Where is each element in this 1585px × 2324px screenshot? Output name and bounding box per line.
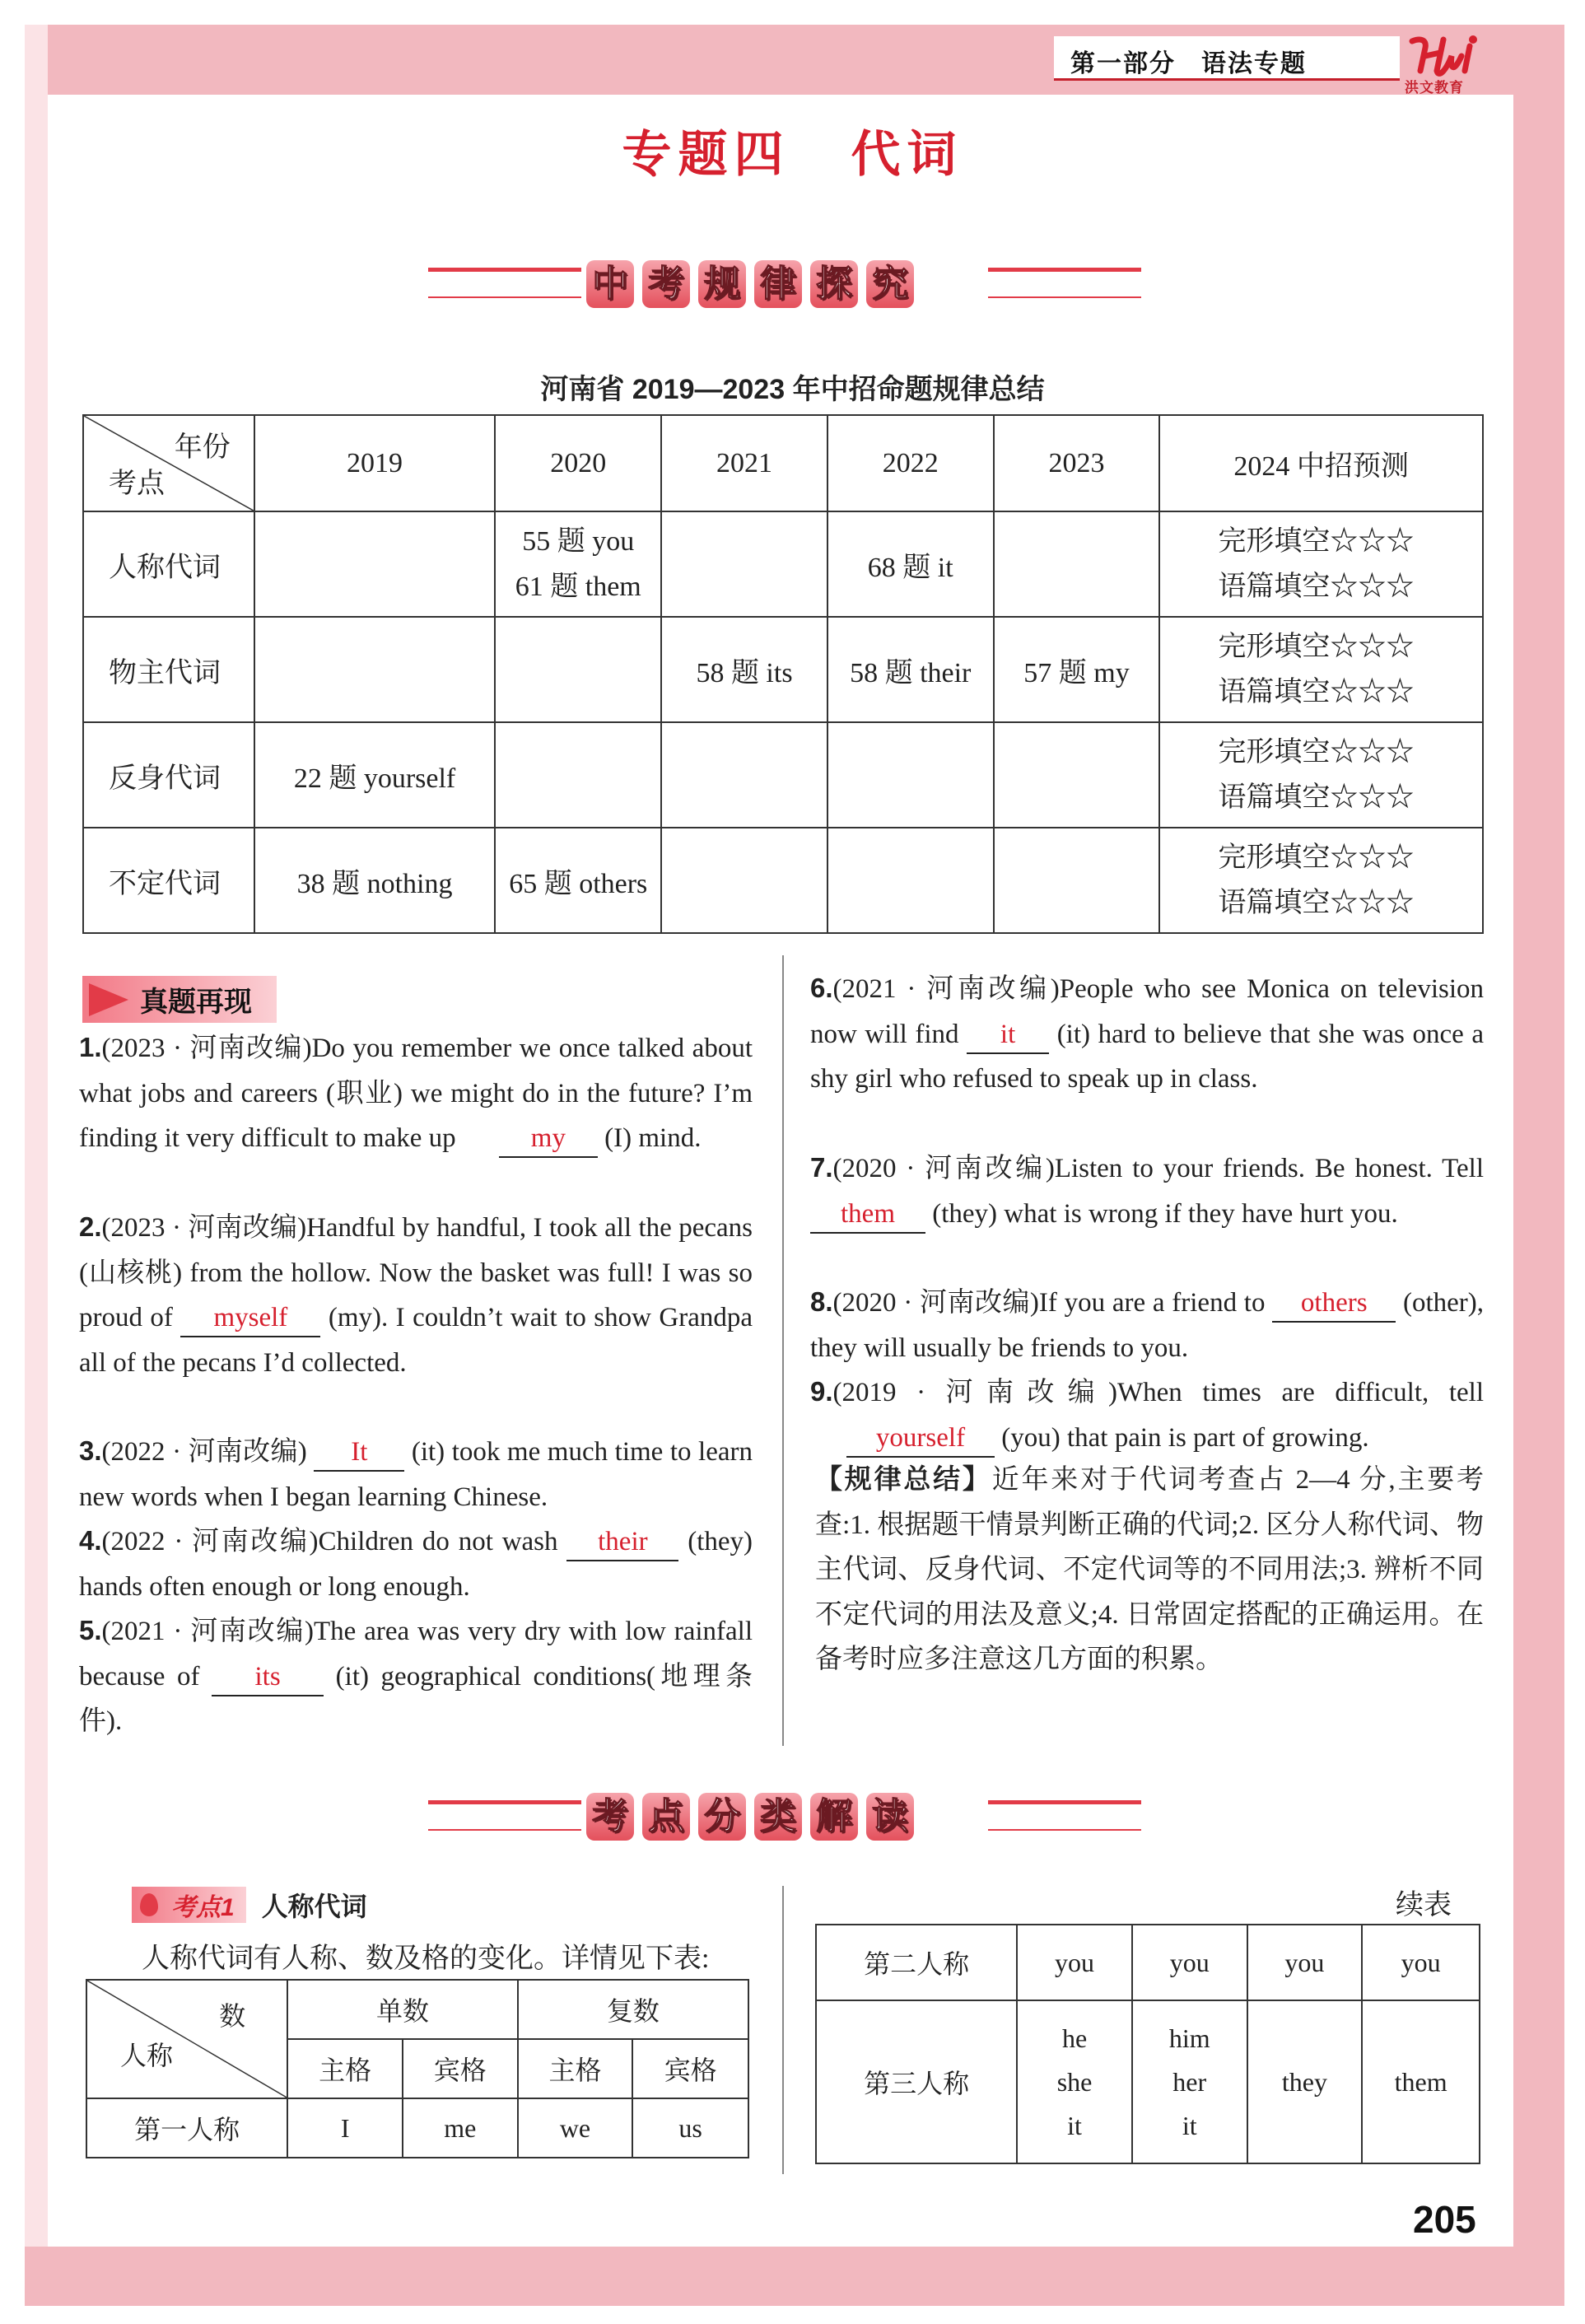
question-source: (2022 · 河南改编) [101,1527,319,1556]
banner-line [988,268,1141,272]
question-3 [79,1429,753,1519]
table-row [83,722,1483,828]
question-6 [810,966,1484,1102]
banner-char: 中 [586,260,634,308]
column-header: 主格 [287,2039,403,2098]
corner-bottom-label: 考点 [109,469,165,499]
question-4 [79,1519,753,1609]
question-text: (other), they will usually be friends to you. [810,1288,1485,1363]
question-text: Children do not wash [318,1527,558,1556]
banner-char: 类 [754,1793,802,1841]
row-header: 不定代词 [83,828,254,933]
banner-line [988,1800,1141,1804]
table-title: 河南省 2019—2023 年中招命题规律总结 [540,374,1045,405]
banner-line [988,296,1141,298]
question-2 [79,1205,753,1385]
question-source: (2020 · 河南改编) [832,1288,1039,1318]
question-text: (it) took me much time to learn new words when I began learning Chinese. [79,1437,753,1512]
question-number: 5. [79,1615,102,1645]
question-text: Handful by handful, I took all the pecans (山核桃) from the hollow. Now the basket was full! I was so proud of [79,1213,753,1332]
answer-blank[interactable]: their [566,1524,678,1561]
question-number: 1. [79,1032,102,1062]
banner-line [428,1829,581,1831]
prediction-line: 完形填空☆☆☆ [1218,526,1415,557]
table-cell: 57 题 my [994,617,1160,722]
page-frame-bottom [25,2247,1564,2306]
question-source: (2023 · 河南改编) [101,1034,312,1063]
table-cell: you [1247,1925,1363,2000]
page-title: 专题四 代词 [622,127,963,182]
table-row [83,617,1483,722]
answer-blank[interactable]: my [499,1120,598,1158]
answer-blank[interactable]: myself [180,1300,320,1337]
banner-char: 读 [866,1793,914,1841]
cell-line: 61 题 them [515,572,641,602]
question-text: (it) hard to believe that she was once a shy girl who refused to speak up in class. [810,1019,1485,1094]
prediction-cell [1159,722,1483,828]
table-cell [994,511,1160,617]
row-header: 物主代词 [83,617,254,722]
header-section: 第一部分 语法专题 [1070,50,1308,77]
cell-line: it [1182,2110,1197,2140]
question-number: 2. [79,1211,102,1242]
table-cell [827,828,994,933]
question-text: People who see Monica on television now will find [810,974,1484,1049]
table-row [83,511,1483,617]
drop-icon [140,1893,158,1916]
table-corner-cell [83,415,254,511]
banner-line [428,1800,581,1804]
table-cell [994,722,1160,828]
prediction-line: 完形填空☆☆☆ [1218,632,1415,662]
prediction-line: 完形填空☆☆☆ [1218,737,1415,768]
table-row [816,2000,1480,2163]
column-header: 复数 [518,1980,748,2039]
question-number: 6. [810,973,833,1003]
row-header: 第三人称 [816,2000,1017,2163]
question-number: 9. [810,1376,833,1407]
column-header: 主格 [518,2039,633,2098]
table-cell [661,511,827,617]
table-cell [1132,2000,1247,2163]
banner-line [988,1829,1141,1831]
answer-blank[interactable]: them [810,1196,925,1234]
prediction-line: 语篇填空☆☆☆ [1218,677,1415,707]
section-banner-category-analysis [586,1793,914,1841]
prediction-cell [1159,511,1483,617]
question-number: 7. [810,1152,833,1183]
row-header: 人称代词 [83,511,254,617]
law-summary [815,1458,1484,1682]
column-header: 2024 中招预测 [1159,415,1483,511]
question-text: (they) what is wrong if they have hurt you. [932,1198,1398,1229]
answer-blank[interactable]: its [212,1659,324,1696]
column-divider [782,955,784,1746]
page-number: 205 [1413,2198,1476,2241]
column-header: 2020 [495,415,661,511]
question-source: (2022 · 河南改编) [101,1437,307,1467]
prediction-cell [1159,828,1483,933]
question-source: (2021 · 河南改编) [832,974,1060,1004]
table-cell [495,511,661,617]
table-cell: 22 题 yourself [254,722,496,828]
table-cell: you [1132,1925,1247,2000]
question-9 [810,1370,1484,1460]
prediction-line: 完形填空☆☆☆ [1218,842,1415,873]
header-underline [1054,78,1400,81]
table-cell [827,722,994,828]
banner-char: 律 [754,260,802,308]
table-cell [1017,2000,1132,2163]
prediction-cell [1159,617,1483,722]
banner-line [428,268,581,272]
table-header-row [86,1980,748,2039]
row-header: 第二人称 [816,1925,1017,2000]
question-source: (2019 · 河南改编) [832,1378,1117,1407]
kaodian-tag: 考点1 [171,1894,235,1921]
table-cell [254,617,496,722]
banner-char: 考 [642,260,690,308]
table-cell: 58 题 its [661,617,827,722]
continued-label: 续表 [1396,1890,1452,1920]
column-divider [782,1886,784,2174]
question-5 [79,1608,753,1744]
column-header: 2023 [994,415,1160,511]
table-cell [994,828,1160,933]
banner-char: 分 [698,1793,746,1841]
table-cell: 65 题 others [495,828,661,933]
pronoun-table [86,1979,749,2158]
question-1 [79,1025,753,1161]
corner-bottom-label: 人称 [120,2041,174,2070]
banner-char: 究 [866,260,914,308]
question-number: 4. [79,1525,102,1556]
column-header: 2019 [254,415,496,511]
banner-char: 解 [810,1793,858,1841]
pronoun-table-continued [815,1924,1480,2164]
table-cell: you [1362,1925,1480,2000]
row-header: 反身代词 [83,722,254,828]
table-row [816,1925,1480,2000]
question-text: Do you remember we once talked about what jobs and careers (职业) we might do in the future? I’m finding it very difficult to make up [79,1034,753,1153]
column-header: 2022 [827,415,994,511]
question-text: If you are a friend to [1038,1288,1266,1318]
question-source: (2023 · 河南改编) [101,1213,307,1243]
row-header: 第一人称 [86,2098,287,2158]
cell-line: 55 题 you [522,526,635,557]
table-cell [661,722,827,828]
answer-blank[interactable]: yourself [846,1420,995,1458]
kaodian-title: 人称代词 [261,1892,367,1921]
answer-blank[interactable]: It [314,1434,404,1472]
table-corner-cell [86,1980,287,2098]
table-cell [495,617,661,722]
banner-line [428,296,581,298]
column-header: 2021 [661,415,827,511]
banner-char: 规 [698,260,746,308]
table-cell [495,722,661,828]
question-source: (2020 · 河南改编) [832,1154,1055,1183]
law-summary-label: 【规律总结】 [815,1465,992,1495]
cell-line: it [1067,2110,1082,2140]
table-cell: I [287,2098,403,2158]
prediction-line: 语篇填空☆☆☆ [1218,782,1415,813]
prediction-line: 语篇填空☆☆☆ [1218,888,1415,918]
arrow-right-icon [89,983,128,1016]
section-banner-exam-rules [586,260,914,308]
answer-blank[interactable]: others [1272,1285,1396,1323]
summary-table [82,414,1484,934]
table-cell: you [1017,1925,1132,2000]
cell-line: him [1168,2023,1210,2053]
corner-top-label: 年份 [174,432,231,463]
question-source: (2021 · 河南改编) [101,1617,314,1646]
question-text: (I) mind. [604,1123,702,1153]
table-header-row [83,415,1483,511]
table-cell: them [1362,2000,1480,2163]
table-cell: 58 题 their [827,617,994,722]
question-text: (you) that pain is part of growing. [1001,1422,1369,1453]
cell-line: she [1056,2066,1093,2097]
question-number: 8. [810,1286,833,1317]
table-cell: 38 题 nothing [254,828,496,933]
question-text: When times are difficult, tell [1117,1378,1485,1407]
question-text: The area was very dry with low rainfall because of [79,1617,753,1692]
kaodian-intro: 人称代词有人称、数及格的变化。详情见下表: [142,1944,710,1974]
kaodian-heading [132,1886,367,1924]
question-7 [810,1146,1484,1236]
table-row [83,828,1483,933]
section-tag-label: 真题再现 [140,987,252,1018]
column-header: 单数 [287,1980,517,2039]
table-cell: me [403,2098,518,2158]
table-cell: they [1247,2000,1363,2163]
prediction-line: 语篇填空☆☆☆ [1218,572,1415,602]
column-header: 宾格 [632,2039,748,2098]
table-cell: 68 题 it [827,511,994,617]
banner-char: 点 [642,1793,690,1841]
table-row [86,2098,748,2158]
answer-blank[interactable]: it [967,1016,1049,1054]
table-cell: us [632,2098,748,2158]
table-cell [254,511,496,617]
brand-logo-text: 洪文教育 [1405,80,1464,96]
section-tag [82,976,277,1023]
question-text: (they) hands often enough or long enough. [79,1527,753,1602]
question-text: Listen to your friends. Be honest. Tell [1054,1154,1484,1183]
cell-line: her [1172,2066,1207,2097]
diagonal-line [87,1981,287,2098]
question-number: 3. [79,1435,102,1466]
table-cell: we [518,2098,633,2158]
banner-char: 探 [810,260,858,308]
question-8 [810,1280,1484,1370]
question-text: (it) geographical conditions(地理条件). [79,1661,753,1736]
corner-top-label: 数 [219,2001,246,2031]
column-header: 宾格 [403,2039,518,2098]
law-summary-text: 近年来对于代词考查占 2—4 分,主要考查:1. 根据题干情景判断正确的代词;2. 区分人称代词、物主代词、反身代词、不定代词等的不同用法;3. 辨析不同不定代词的用法及意义;4. 日常固定搭配的正确运用。在备考时应多注意这几方面的积累。 [815,1465,1485,1674]
banner-char: 考 [586,1793,634,1841]
question-text: (my). I couldn’t wait to show Grandpa all of the pecans I’d collected. [79,1303,753,1378]
cell-line: he [1061,2023,1088,2053]
table-cell [661,828,827,933]
